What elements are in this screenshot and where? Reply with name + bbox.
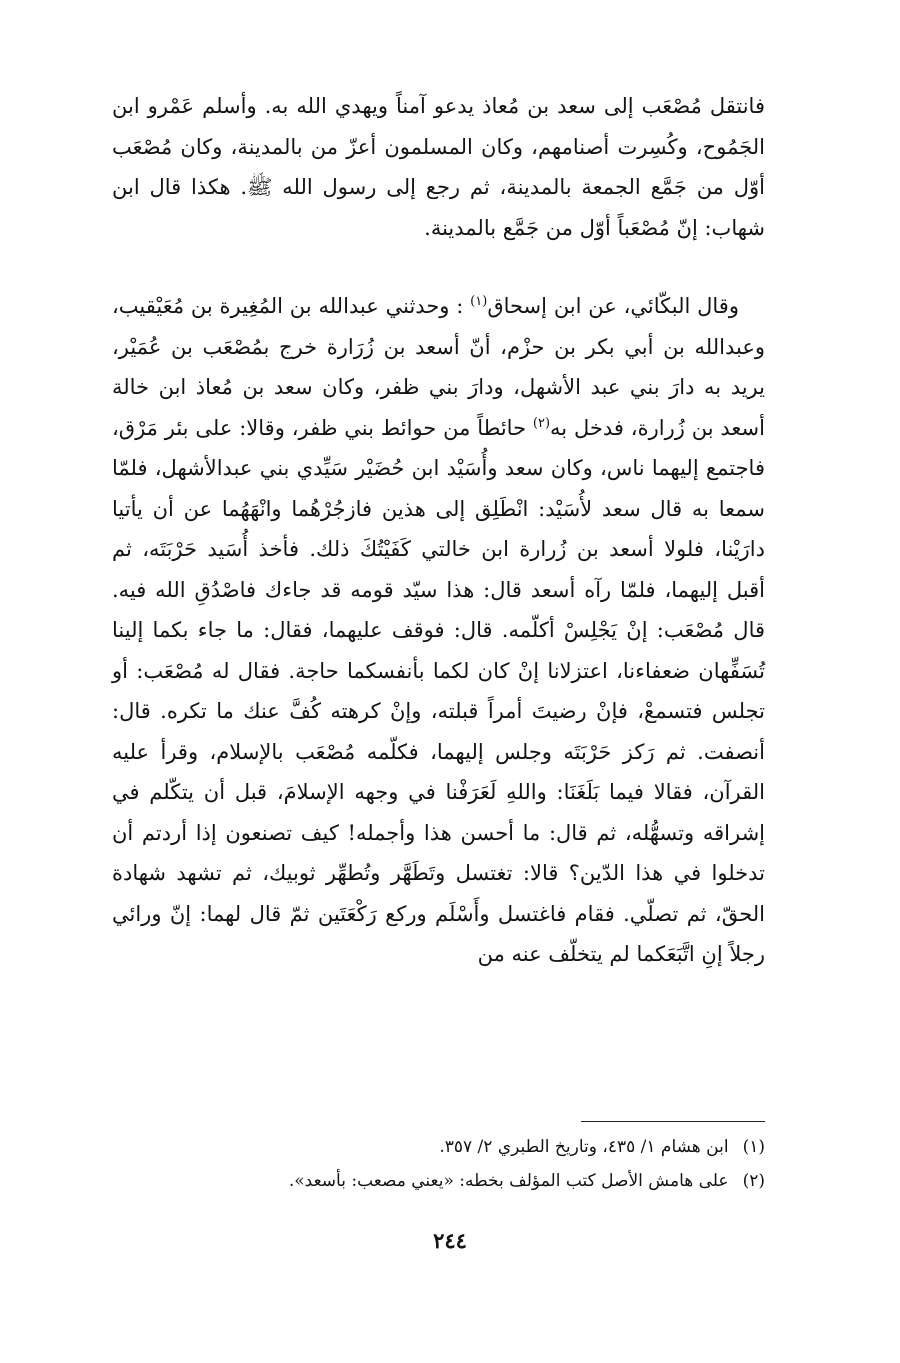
footnote-number: (١) xyxy=(742,1137,765,1157)
footnote-divider xyxy=(581,1121,765,1122)
paragraph-text: : وحدثني عبدالله بن المُغِيرة بن مُعَيْقيب، وعبدالله بن أبي بكر بن حزْم، أنّ أسعد بن زُرَارة خرج بمُصْعَب بن عُمَيْر، يريد به دارَ بني عبد الأشهل، ودارَ بني ظفر، وكان سعد بن مُعاذ ابن خالة أسعد بن زُرارة، فدخل به xyxy=(112,294,765,440)
footnote xyxy=(289,1168,765,1194)
footnote-number: (٢) xyxy=(742,1171,765,1191)
footnote-reference[interactable]: (١) xyxy=(470,294,488,309)
body-paragraph: فانتقل مُصْعَب إلى سعد بن مُعاذ يدعو آمناً ويهدي الله به. وأسلم عَمْرو ابن الجَمُوح، وكُسِرت أصنامهم، وكان المسلمون أعزّ من بالمدينة، وكان مُصْعَب أوّل من جَمَّع الجمعة بالمدينة، ثم رجع إلى رسول الله ﷺ. هكذا قال ابن شهاب: إنّ مُصْعَباً أوّل من جَمَّع بالمدينة. xyxy=(112,94,765,240)
footnote-text: ابن هشام ١/ ٤٣٥، وتاريخ الطبري ٢/ ٣٥٧. xyxy=(439,1137,729,1157)
footnote-reference[interactable]: (٢) xyxy=(532,415,551,431)
paragraph-text: حائطاً من حوائط بني ظفر، وقالا: على بئر مَرْق، فاجتمع إليهما ناس، وكان سعد وأُسَيْد ابن حُضَيْر سَيِّدي بني عبدالأشهل، فلمّا سمعا به قال سعد لأُسَيْد: انْطَلِق إلى هذين فازجُرْهُما وانْهَهُما عن أن يأتيا دارَيْنا، فلولا أسعد بن زُرارة ابن خالتي كَفَيْتُكَ ذلك. فأخذ أُسَيد حَرْبَتَه، ثم أقبل إليهما، فلمّا رآه أسعد قال: هذا سيّد قومه قد جاءك فاصْدُقِ الله فيه. قال مُصْعَب: إنْ يَجْلِسْ أكلّمه. قال: فوقف عليهما، فقال: ما جاء بكما إلينا تُسَفِّهان ضعفاءنا، اعتزلانا إنْ كان لكما بأنفسكما حاجة. فقال له مُصْعَب: أو تجلس فتسمعْ، فإنْ رضيتَ أمراً قبلته، وإنْ كرهته كُفَّ عنك ما تكره. قال: أنصفت. ثم رَكز حَرْبَتَه وجلس إليهما، فكلّمه مُصْعَب بالإسلام، وقرأ عليه القرآن، فقالا فيما بَلَغَنَا: واللهِ لَعَرَفْنا في وجهه الإسلامَ، قبل أن يتكّلم في إشراقه وتسهُّله، ثم قال: ما أحسن هذا وأجمله! كيف تصنعون إذا أردتم أن تدخلوا في هذا الدّين؟ قالا: تغتسل وتَطَهَّر وتُطهِّر ثوبيك، ثم تشهد شهادة الحقّ، ثم تصلّي. فقام فاغتسل وأَسْلَم وركع رَكْعَتَين ثمّ قال لهما: إنّ ورائي رجلاً إنِ اتَّبَعَكما لم يتخلّف عنه من xyxy=(112,415,765,966)
footnote xyxy=(439,1134,765,1160)
footnote-text: على هامش الأصل كتب المؤلف بخطه: «يعني مصعب: بأسعد». xyxy=(288,1171,729,1191)
page-number: ٢٤٤ xyxy=(433,1228,467,1253)
paragraph-text: وقال البكّائي، عن ابن إسحاق xyxy=(487,294,739,318)
body-paragraph xyxy=(112,286,765,975)
